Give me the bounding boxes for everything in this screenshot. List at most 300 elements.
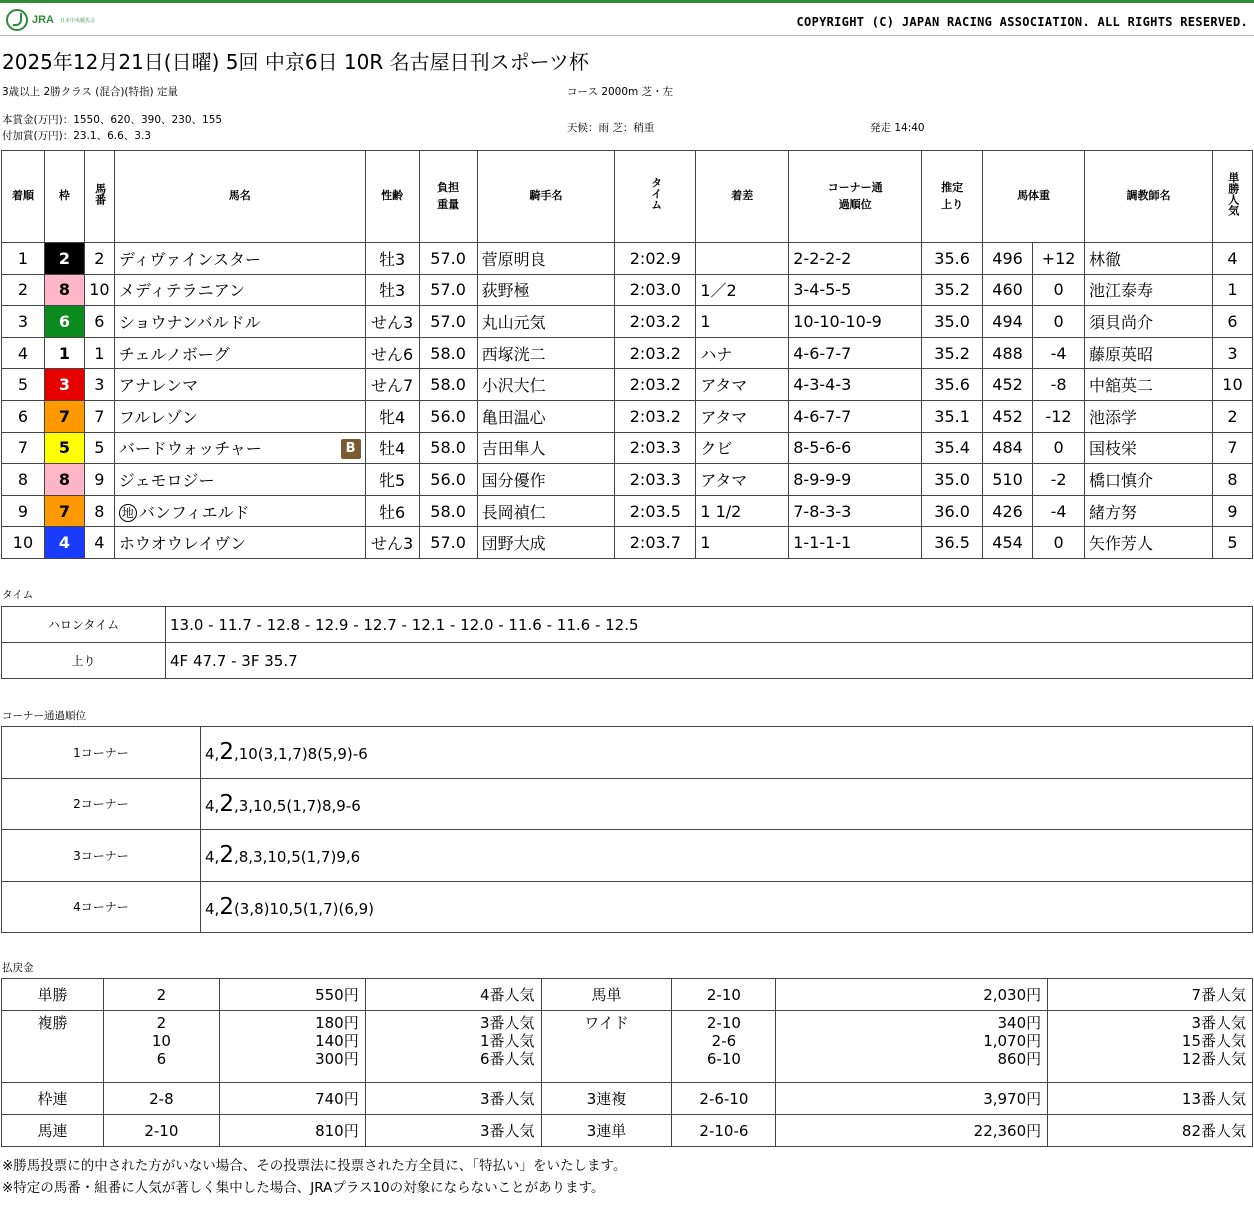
- copyright-text: COPYRIGHT (C) JAPAN RACING ASSOCIATION. ALL RIGHTS RESERVED.: [796, 15, 1248, 29]
- corner-order-post: (3,8)10,5(1,7)(6,9): [233, 899, 375, 918]
- bet-amount-cell: [219, 1083, 365, 1115]
- popularity-cell: 8: [1212, 464, 1252, 496]
- weight-cell: 56.0: [419, 400, 477, 432]
- horse-name-link[interactable]: バードウォッチャー: [118, 439, 262, 459]
- col-popularity: [1212, 151, 1252, 243]
- rank-cell: 10: [2, 527, 45, 559]
- bet-amount: 300円: [315, 1050, 359, 1068]
- bet-combo: 2-10: [706, 1014, 741, 1032]
- jockey-link[interactable]: 小沢大仁: [481, 376, 546, 396]
- trainer-cell: [1085, 527, 1213, 559]
- bet-popularity: 7番人気: [1191, 986, 1246, 1004]
- bet-type: 3連複: [541, 1083, 672, 1115]
- body-weight-cell: 488: [983, 337, 1033, 369]
- bet-combo: 6: [156, 1050, 167, 1068]
- jockey-cell: [477, 432, 615, 464]
- jockey-link[interactable]: 荻野極: [481, 281, 530, 301]
- weight-cell: 58.0: [419, 432, 477, 464]
- body-weight-diff-cell: 0: [1033, 527, 1085, 559]
- trainer-link[interactable]: 国枝栄: [1089, 439, 1138, 459]
- corner-cell: 7-8-3-3: [789, 495, 922, 527]
- jockey-link[interactable]: 吉田隼人: [481, 439, 546, 459]
- time-row-label: ハロンタイム: [2, 607, 166, 643]
- bet-combo: 2: [156, 1014, 167, 1032]
- weight-cell: 57.0: [419, 274, 477, 306]
- weight-cell: 58.0: [419, 369, 477, 401]
- payout-section-label: 払戻金: [2, 962, 34, 974]
- bet-popularity: 3番人気: [480, 1090, 535, 1108]
- body-weight-cell: 454: [983, 527, 1033, 559]
- popularity-cell: 2: [1212, 400, 1252, 432]
- bet-amount-cell: [776, 979, 1048, 1011]
- col-time: [615, 151, 696, 243]
- popularity-cell: 7: [1212, 432, 1252, 464]
- horse-name-cell: [114, 274, 365, 306]
- sex-age-cell: せん3: [365, 527, 419, 559]
- bet-popularity-cell: [365, 1011, 541, 1083]
- bet-amount-cell: [776, 1011, 1048, 1083]
- corner-cell: 1-1-1-1: [789, 527, 922, 559]
- col-last3f: 推定上り: [922, 151, 983, 243]
- body-weight-cell: 452: [983, 369, 1033, 401]
- weight-cell: 57.0: [419, 243, 477, 275]
- bet-combo: 2-6: [711, 1032, 737, 1050]
- bet-amount-cell: [219, 979, 365, 1011]
- corner-order-pre: 4,: [205, 745, 220, 764]
- popularity-cell: 3: [1212, 337, 1252, 369]
- result-row: [2, 274, 1253, 306]
- results-header-row: [2, 151, 1253, 243]
- horse-number-cell: 2: [84, 243, 114, 275]
- margin-cell: アタマ: [696, 400, 789, 432]
- corner-label: 3コーナー: [2, 830, 201, 882]
- trainer-cell: [1085, 400, 1213, 432]
- weight-cell: 56.0: [419, 464, 477, 496]
- popularity-cell: 1: [1212, 274, 1252, 306]
- jockey-cell: [477, 243, 615, 275]
- corner-order-winner: 2: [219, 893, 234, 920]
- weight-cell: 57.0: [419, 306, 477, 338]
- waku-cell: 4: [44, 527, 84, 559]
- horse-number-cell: 10: [84, 274, 114, 306]
- trainer-link[interactable]: 緒方努: [1089, 502, 1138, 522]
- horse-name-cell: [114, 495, 365, 527]
- race-course: コース 2000m 芝・左: [567, 86, 674, 98]
- horse-name-link[interactable]: メディテラニアン: [118, 281, 245, 301]
- jra-logo[interactable]: [6, 8, 95, 32]
- sex-age-cell: せん3: [365, 306, 419, 338]
- time-row-label: 上り: [2, 643, 166, 679]
- margin-cell: クビ: [696, 432, 789, 464]
- horse-name-cell: [114, 306, 365, 338]
- payout-row: [2, 979, 1253, 1011]
- rank-cell: 2: [2, 274, 45, 306]
- waku-cell: 2: [44, 243, 84, 275]
- col-margin: 着差: [696, 151, 789, 243]
- horse-name-link[interactable]: ディヴァインスター: [118, 249, 261, 269]
- rank-cell: 4: [2, 337, 45, 369]
- col-corner: コーナー通過順位: [789, 151, 922, 243]
- horse-number-cell: 4: [84, 527, 114, 559]
- race-post-time: 発走 14:40: [870, 122, 925, 134]
- bet-amount-cell: [776, 1115, 1048, 1147]
- bet-amount: 140円: [315, 1032, 359, 1050]
- time-cell: 2:03.5: [615, 495, 696, 527]
- rank-cell: 6: [2, 400, 45, 432]
- time-table: [1, 606, 1253, 679]
- waku-cell: 7: [44, 400, 84, 432]
- margin-cell: 1 1/2: [696, 495, 789, 527]
- corner-order: [201, 881, 1253, 933]
- note-line: ※勝馬投票に的中された方がいない場合、その投票法に投票された方全員に、「特払い」をいたします。: [2, 1158, 627, 1174]
- time-cell: 2:03.7: [615, 527, 696, 559]
- bet-combo: 2-10: [706, 985, 741, 1004]
- logo-text: JRA: [32, 14, 55, 26]
- margin-cell: 1: [696, 306, 789, 338]
- corner-cell: 4-3-4-3: [789, 369, 922, 401]
- trainer-cell: [1085, 464, 1213, 496]
- horse-name-link[interactable]: チェルノボーグ: [118, 344, 230, 364]
- corner-order-winner: 2: [219, 790, 234, 817]
- jockey-cell: [477, 369, 615, 401]
- col-jockey: 騎手名: [477, 151, 615, 243]
- bet-popularity: 3番人気: [1191, 1014, 1246, 1032]
- last3f-cell: 35.0: [922, 464, 983, 496]
- time-row: [2, 643, 1253, 679]
- bet-type: 単勝: [2, 979, 104, 1011]
- sex-age-cell: せん7: [365, 369, 419, 401]
- corner-cell: 3-4-5-5: [789, 274, 922, 306]
- horse-name-cell: [114, 337, 365, 369]
- horse-name-cell: [114, 432, 365, 464]
- corner-order-post: ,8,3,10,5(1,7)9,6: [233, 848, 361, 867]
- horse-number-cell: 1: [84, 337, 114, 369]
- horse-name-link[interactable]: ジェモロジー: [118, 470, 215, 490]
- bet-combo-cell: [103, 979, 219, 1011]
- last3f-cell: 35.6: [922, 243, 983, 275]
- popularity-cell: 5: [1212, 527, 1252, 559]
- corner-order-pre: 4,: [205, 796, 220, 815]
- trainer-link[interactable]: 矢作芳人: [1089, 534, 1154, 554]
- time-cell: 2:02.9: [615, 243, 696, 275]
- last3f-cell: 35.2: [922, 274, 983, 306]
- bet-combo: 10: [151, 1032, 171, 1050]
- body-weight-cell: 496: [983, 243, 1033, 275]
- body-weight-diff-cell: 0: [1033, 432, 1085, 464]
- bet-popularity-cell: [1048, 979, 1253, 1011]
- blinker-icon: B: [341, 439, 361, 459]
- trainer-cell: [1085, 495, 1213, 527]
- trainer-link[interactable]: 藤原英昭: [1089, 344, 1154, 364]
- col-rank: 着順: [2, 151, 45, 243]
- corner-cell: 10-10-10-9: [789, 306, 922, 338]
- trainer-cell: [1085, 432, 1213, 464]
- horse-name-link[interactable]: アナレンマ: [118, 376, 199, 396]
- jockey-cell: [477, 464, 615, 496]
- bet-combo: 2-8: [149, 1089, 174, 1108]
- col-waku: 枠: [44, 151, 84, 243]
- bet-combo: 6-10: [706, 1050, 741, 1068]
- bet-popularity-cell: [1048, 1083, 1253, 1115]
- bet-popularity: 12番人気: [1181, 1050, 1246, 1068]
- race-condition: 3歳以上 2勝クラス (混合)(特指) 定量: [2, 86, 178, 98]
- site-header: [0, 0, 1254, 36]
- horse-number-cell: 6: [84, 306, 114, 338]
- payout-table: [1, 978, 1253, 1147]
- popularity-cell: 9: [1212, 495, 1252, 527]
- jockey-cell: [477, 337, 615, 369]
- jockey-link[interactable]: 菅原明良: [481, 249, 546, 269]
- weight-cell: 58.0: [419, 337, 477, 369]
- margin-cell: 1: [696, 527, 789, 559]
- trainer-cell: [1085, 274, 1213, 306]
- trainer-link[interactable]: 池江泰寿: [1089, 281, 1154, 301]
- bet-popularity-cell: [1048, 1011, 1253, 1083]
- sex-age-cell: 牝4: [365, 400, 419, 432]
- bet-combo-cell: [103, 1115, 219, 1147]
- corner-cell: 4-6-7-7: [789, 400, 922, 432]
- col-num: [84, 151, 114, 243]
- horse-number-cell: 7: [84, 400, 114, 432]
- last3f-cell: 36.5: [922, 527, 983, 559]
- horse-name-cell: [114, 527, 365, 559]
- last3f-cell: 35.1: [922, 400, 983, 432]
- popularity-cell: 10: [1212, 369, 1252, 401]
- logo-subtext: 日本中央競馬会: [60, 17, 96, 24]
- sex-age-cell: 牡6: [365, 495, 419, 527]
- body-weight-cell: 494: [983, 306, 1033, 338]
- bet-amount-cell: [219, 1011, 365, 1083]
- margin-cell: 1／2: [696, 274, 789, 306]
- corner-section-label: コーナー通過順位: [2, 710, 86, 722]
- horse-number-cell: 8: [84, 495, 114, 527]
- time-section-label: タイム: [2, 589, 34, 601]
- trainer-link[interactable]: 林徹: [1089, 249, 1122, 269]
- waku-cell: 5: [44, 432, 84, 464]
- bet-amount: 1,070円: [983, 1032, 1042, 1050]
- rank-cell: 1: [2, 243, 45, 275]
- bet-amount: 2,030円: [983, 986, 1042, 1004]
- time-cell: 2:03.2: [615, 369, 696, 401]
- bet-popularity: 1番人気: [480, 1032, 535, 1050]
- bet-combo: 2-6-10: [699, 1089, 749, 1108]
- col-popularity-label: 単勝人気: [1226, 171, 1240, 216]
- closing-times: 4F 47.7 - 3F 35.7: [166, 643, 1253, 679]
- sex-age-cell: 牝5: [365, 464, 419, 496]
- jockey-link[interactable]: 団野大成: [481, 534, 546, 554]
- bet-combo: 2-10: [144, 1121, 179, 1140]
- body-weight-cell: 460: [983, 274, 1033, 306]
- jockey-link[interactable]: 長岡禎仁: [481, 502, 546, 522]
- payout-row: [2, 1011, 1253, 1083]
- corner-row: [2, 727, 1253, 779]
- last3f-cell: 36.0: [922, 495, 983, 527]
- jockey-link[interactable]: 西塚洸二: [481, 344, 546, 364]
- corner-order: [201, 830, 1253, 882]
- jockey-link[interactable]: 亀田温心: [481, 407, 546, 427]
- race-weather: 天候：雨 芝：稍重: [567, 122, 655, 134]
- waku-cell: 7: [44, 495, 84, 527]
- bet-popularity: 82番人気: [1181, 1122, 1246, 1140]
- result-row: [2, 432, 1253, 464]
- bet-combo-cell: [672, 1115, 776, 1147]
- last3f-cell: 35.6: [922, 369, 983, 401]
- rank-cell: 8: [2, 464, 45, 496]
- body-weight-cell: 510: [983, 464, 1033, 496]
- bet-popularity: 15番人気: [1181, 1032, 1246, 1050]
- time-cell: 2:03.3: [615, 432, 696, 464]
- result-row: [2, 400, 1253, 432]
- col-trainer: 調教師名: [1085, 151, 1213, 243]
- col-horse-name: 馬名: [114, 151, 365, 243]
- bet-type: 複勝: [2, 1011, 104, 1083]
- trainer-link[interactable]: 須貝尚介: [1089, 312, 1154, 332]
- jockey-cell: [477, 495, 615, 527]
- bet-combo-cell: [103, 1083, 219, 1115]
- sex-age-cell: せん6: [365, 337, 419, 369]
- bet-popularity-cell: [1048, 1115, 1253, 1147]
- horse-number-cell: 9: [84, 464, 114, 496]
- body-weight-diff-cell: -12: [1033, 400, 1085, 432]
- bet-popularity: 3番人気: [480, 1122, 535, 1140]
- result-row: [2, 464, 1253, 496]
- bet-type: 馬連: [2, 1115, 104, 1147]
- waku-cell: 3: [44, 369, 84, 401]
- horse-name-cell: [114, 369, 365, 401]
- time-cell: 2:03.2: [615, 337, 696, 369]
- col-num-label: 馬番: [93, 182, 107, 205]
- corner-cell: 4-6-7-7: [789, 337, 922, 369]
- body-weight-diff-cell: -2: [1033, 464, 1085, 496]
- sex-age-cell: 牡4: [365, 432, 419, 464]
- local-horse-mark: 地: [119, 504, 137, 522]
- furlong-times: 13.0 - 11.7 - 12.8 - 12.9 - 12.7 - 12.1 - 12.0 - 11.6 - 11.6 - 12.5: [166, 607, 1253, 643]
- bet-popularity-cell: [365, 979, 541, 1011]
- body-weight-cell: 452: [983, 400, 1033, 432]
- rank-cell: 7: [2, 432, 45, 464]
- margin-cell: アタマ: [696, 369, 789, 401]
- bet-amount: 860円: [997, 1050, 1042, 1068]
- results-table: [1, 150, 1253, 559]
- bet-amount-cell: [219, 1115, 365, 1147]
- bet-amount-cell: [776, 1083, 1048, 1115]
- bet-type: 枠連: [2, 1083, 104, 1115]
- body-weight-diff-cell: -8: [1033, 369, 1085, 401]
- horse-name-link[interactable]: バンフィエルド: [138, 502, 250, 522]
- time-row: [2, 607, 1253, 643]
- payout-row: [2, 1083, 1253, 1115]
- rank-cell: 9: [2, 495, 45, 527]
- popularity-cell: 6: [1212, 306, 1252, 338]
- corner-label: 2コーナー: [2, 778, 201, 830]
- horse-number-cell: 5: [84, 432, 114, 464]
- weight-cell: 58.0: [419, 495, 477, 527]
- time-cell: 2:03.2: [615, 400, 696, 432]
- note-line: ※特定の馬番・組番に人気が著しく集中した場合、JRAプラス10の対象にならないことがあります。: [2, 1180, 605, 1196]
- trainer-cell: [1085, 243, 1213, 275]
- col-time-label: タイム: [649, 177, 663, 211]
- result-row: [2, 337, 1253, 369]
- col-body-weight: 馬体重: [983, 151, 1085, 243]
- bet-type: 馬単: [541, 979, 672, 1011]
- trainer-cell: [1085, 306, 1213, 338]
- bet-combo: 2: [156, 985, 167, 1004]
- last3f-cell: 35.4: [922, 432, 983, 464]
- jockey-cell: [477, 527, 615, 559]
- horse-name-cell: [114, 243, 365, 275]
- last3f-cell: 35.2: [922, 337, 983, 369]
- bet-amount: 340円: [997, 1014, 1042, 1032]
- time-cell: 2:03.3: [615, 464, 696, 496]
- result-row: [2, 369, 1253, 401]
- corner-row: [2, 830, 1253, 882]
- sex-age-cell: 牡3: [365, 243, 419, 275]
- body-weight-diff-cell: -4: [1033, 337, 1085, 369]
- race-prize: 本賞金(万円)：1550、620、390、230、155: [2, 114, 223, 126]
- corner-table: [1, 726, 1253, 933]
- corner-order-winner: 2: [219, 739, 234, 766]
- jockey-cell: [477, 306, 615, 338]
- jockey-link[interactable]: 国分優作: [481, 470, 546, 490]
- bet-type: ワイド: [541, 1011, 672, 1083]
- corner-order: [201, 727, 1253, 779]
- race-add-prize: 付加賞(万円)：23.1、6.6、3.3: [2, 130, 151, 142]
- trainer-link[interactable]: 中舘英二: [1089, 376, 1154, 396]
- bet-amount: 180円: [315, 1014, 359, 1032]
- race-title: 2025年12月21日(日曜) 5回 中京6日 10R 名古屋日刊スポーツ杯: [2, 50, 589, 74]
- bet-combo-cell: [672, 979, 776, 1011]
- corner-row: [2, 881, 1253, 933]
- horse-number-cell: 3: [84, 369, 114, 401]
- bet-type: 3連単: [541, 1115, 672, 1147]
- result-row: [2, 306, 1253, 338]
- horse-name-link[interactable]: ショウナンバルドル: [118, 312, 261, 332]
- body-weight-diff-cell: 0: [1033, 274, 1085, 306]
- bet-popularity-cell: [365, 1115, 541, 1147]
- horse-name-cell: [114, 400, 365, 432]
- sex-age-cell: 牡3: [365, 274, 419, 306]
- bet-amount: 3,970円: [983, 1090, 1042, 1108]
- corner-order-post: ,10(3,1,7)8(5,9)-6: [233, 745, 368, 764]
- time-cell: 2:03.0: [615, 274, 696, 306]
- corner-order-pre: 4,: [205, 899, 220, 918]
- jockey-cell: [477, 274, 615, 306]
- trainer-link[interactable]: 橋口慎介: [1089, 470, 1154, 490]
- trainer-link[interactable]: 池添学: [1089, 407, 1138, 427]
- popularity-cell: 4: [1212, 243, 1252, 275]
- horse-name-link[interactable]: フルレゾン: [118, 407, 198, 427]
- bet-amount: 550円: [315, 986, 359, 1004]
- bet-amount: 810円: [315, 1122, 359, 1140]
- bet-combo-cell: [672, 1011, 776, 1083]
- bet-popularity: 13番人気: [1181, 1090, 1246, 1108]
- jockey-link[interactable]: 丸山元気: [481, 312, 546, 332]
- corner-row: [2, 778, 1253, 830]
- jra-logo-icon: [6, 9, 28, 31]
- corner-order-pre: 4,: [205, 848, 220, 867]
- corner-cell: 2-2-2-2: [789, 243, 922, 275]
- time-cell: 2:03.2: [615, 306, 696, 338]
- bet-combo: 2-10-6: [699, 1121, 749, 1140]
- horse-name-link[interactable]: ホウオウレイヴン: [118, 534, 247, 554]
- corner-label: 4コーナー: [2, 881, 201, 933]
- trainer-cell: [1085, 337, 1213, 369]
- waku-cell: 8: [44, 464, 84, 496]
- col-sex-age: 性齢: [365, 151, 419, 243]
- weight-cell: 57.0: [419, 527, 477, 559]
- horse-name-cell: [114, 464, 365, 496]
- payout-row: [2, 1115, 1253, 1147]
